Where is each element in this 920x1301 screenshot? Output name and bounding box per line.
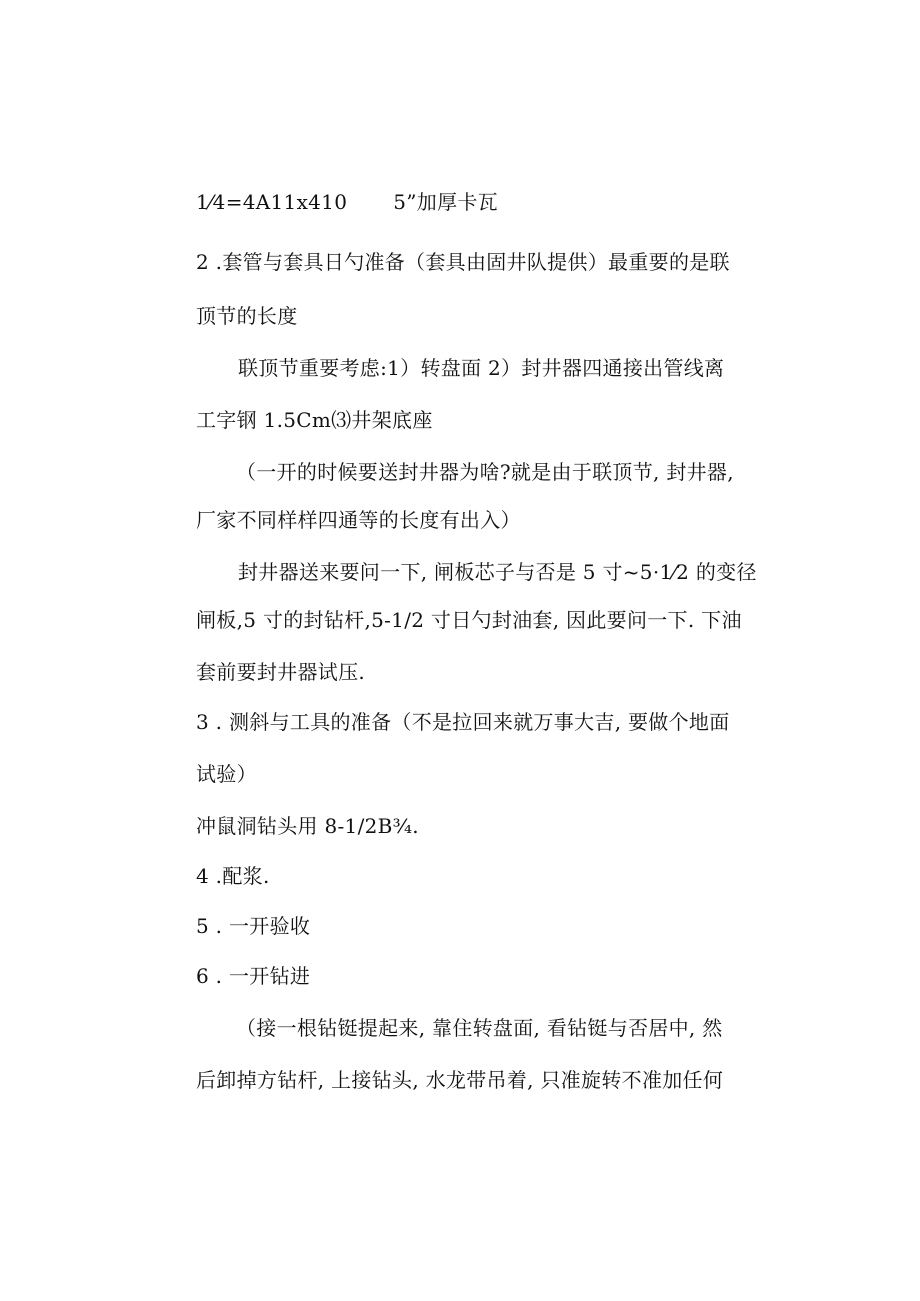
paragraph-line: 联顶节重要考虑:1）转盘面 2）封井器四通接出管线离: [238, 356, 725, 380]
paragraph-line: 闸板,5 寸的封钻杆,5-1/2 寸日勺封油套, 因此要问一下. 下油: [196, 608, 742, 632]
paragraph-line: 套前要封井器试压.: [196, 660, 366, 684]
section-4-heading: 4 .配浆.: [196, 864, 270, 888]
paragraph-line: 封井器送来要问一下, 闸板芯子与否是 5 寸~5·1⁄2 的变径: [238, 560, 757, 584]
paragraph-line: 厂家不同样样四通等的长度有出入）: [196, 508, 521, 532]
spec-line: [196, 190, 498, 214]
slip-spec-code: 1⁄4=4A11x410: [196, 190, 348, 214]
paragraph-line: 后卸掉方钻杆, 上接钻头, 水龙带吊着, 只准旋转不准加任何: [196, 1068, 724, 1092]
paragraph-line: （接一根钻铤提起来, 靠住转盘面, 看钻铤与否居中, 然: [236, 1016, 723, 1040]
section-3-heading-cont: 试验）: [196, 762, 257, 786]
section-2-heading: 2 .套管与套具日勺准备（套具由固井队提供）最重要的是联: [196, 250, 730, 274]
section-2-heading-cont: 顶节的长度: [196, 304, 298, 328]
paragraph-line: （一开的时候要送封井器为啥?就是由于联顶节, 封井器,: [236, 460, 734, 484]
section-3-heading: 3 . 测斜与工具的准备（不是拉回来就万事大吉, 要做个地面: [196, 710, 730, 734]
section-5-heading: 5 . 一开验收: [196, 914, 311, 938]
section-6-heading: 6 . 一开钻进: [196, 964, 311, 988]
paragraph-line: 工字钢 1.5Cm⑶井架底座: [196, 408, 433, 432]
slip-spec-label: 5”加厚卡瓦: [393, 190, 498, 214]
paragraph-line: 冲鼠洞钻头用 8-1/2B¾.: [196, 814, 419, 838]
